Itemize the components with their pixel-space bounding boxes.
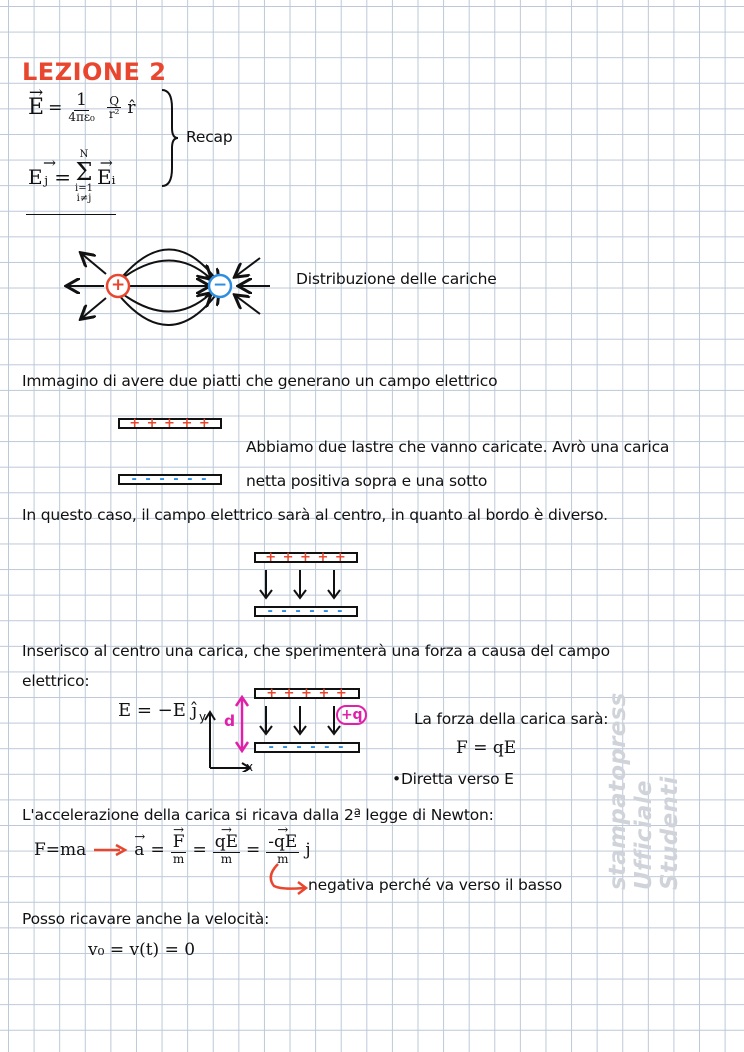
charge-q: Q (109, 93, 120, 108)
minus-qe-over-m (266, 834, 299, 865)
mqe-num: → -qE (266, 834, 299, 853)
m-den-3: m (277, 851, 289, 866)
positive-signs: + + + + + (129, 416, 211, 431)
j-unit: j (305, 839, 311, 860)
distance-label: d (224, 712, 235, 730)
positive-plate-3 (254, 688, 360, 699)
y-axis-label: y (199, 710, 206, 724)
test-charge: +q (336, 705, 367, 725)
lesson-title: LEZIONE 2 (22, 58, 167, 86)
f-equals-ma: F=ma (34, 839, 87, 860)
negative-signs: - - - - - - (131, 472, 209, 487)
f-num: → F (171, 834, 187, 853)
m-den-1: m (172, 851, 185, 866)
r-squared: r² (108, 107, 120, 122)
ei-vector: → Eᵢ (97, 165, 116, 189)
r-hat: r̂ (127, 97, 136, 118)
sum-top: N (79, 149, 89, 160)
velocity-formula: v₀ = v(t) = 0 (88, 940, 196, 960)
negative-charge-sign: − (213, 275, 228, 295)
equals-2: = (192, 839, 207, 860)
positive-signs-2: + + + + + (265, 550, 347, 565)
force-text: La forza della carica sarà: (414, 710, 609, 728)
insert-charge-text: Inserisco al centro una carica, che sperimenterà una forza a causa del campo (22, 642, 610, 660)
negative-plate-2 (254, 606, 358, 617)
note-arrow (264, 862, 314, 896)
one: 1 (76, 90, 87, 110)
negative-note: negativa perché va verso il basso (308, 876, 562, 894)
negative-signs-2: - - - - - - (267, 604, 345, 619)
field-equation: E = −E ĵ (118, 700, 198, 721)
watermark: stampatopress Ufficiale Studenti (605, 692, 683, 890)
qe-over-m (213, 834, 240, 865)
force-direction: •Diretta verso E (392, 770, 514, 788)
e-vector: → E (28, 95, 44, 120)
equals-3: = (246, 839, 261, 860)
ej-vector: → Eⱼ = (28, 165, 71, 189)
force-equation: F = qE (456, 738, 517, 758)
negative-signs-3: - - - - - - (268, 740, 346, 755)
insert-charge-text-2: elettrico: (22, 672, 90, 690)
recap-brace (160, 88, 180, 188)
constant-fraction (66, 92, 97, 123)
newton-formula (34, 834, 311, 865)
sum-bottom-2: i≠j (76, 193, 92, 204)
positive-signs-3: + + + + + (266, 686, 348, 701)
coulomb-field-formula (28, 92, 136, 123)
negative-plate-1 (118, 474, 222, 485)
positive-charge-sign: + (111, 275, 126, 295)
charge-fraction (107, 95, 122, 121)
recap-label: Recap (186, 128, 233, 146)
positive-plate-1 (118, 418, 222, 429)
f-over-m (171, 834, 187, 865)
equals-sign: = (48, 97, 63, 118)
qe-num: → qE (213, 834, 240, 853)
plates-intro-text: Immagino di avere due piatti che generano un campo elettrico (22, 372, 498, 390)
dipole-diagram (60, 232, 280, 342)
positive-plate-2 (254, 552, 358, 563)
sigma: Σ (75, 158, 93, 186)
plates-description-2: netta positiva sopra e una sotto (246, 472, 488, 490)
equals-1: = (150, 839, 165, 860)
velocity-text: Posso ricavare anche la velocità: (22, 910, 270, 928)
a-vector: → a (134, 840, 144, 860)
m-den-2: m (220, 851, 233, 866)
distance-arrow (234, 694, 250, 754)
field-arrows-2 (254, 566, 358, 606)
dipole-label: Distribuzione delle cariche (296, 270, 497, 288)
plates-description-1: Abbiamo due lastre che vanno caricate. Avrò una carica (246, 438, 670, 456)
negative-plate-3 (254, 742, 360, 753)
superposition-formula (28, 150, 116, 204)
summation (75, 150, 93, 204)
x-axis-label: x (246, 760, 253, 774)
formula-underline (26, 214, 116, 215)
field-center-text: In questo caso, il campo elettrico sarà al centro, in quanto al bordo è diverso. (22, 506, 608, 524)
implies-arrow (92, 843, 128, 857)
sum-bottom: i=1 (75, 183, 93, 194)
acceleration-text: L'accelerazione della carica si ricava dalla 2ª legge di Newton: (22, 806, 494, 824)
four-pi-epsilon: 4πε₀ (68, 109, 95, 124)
